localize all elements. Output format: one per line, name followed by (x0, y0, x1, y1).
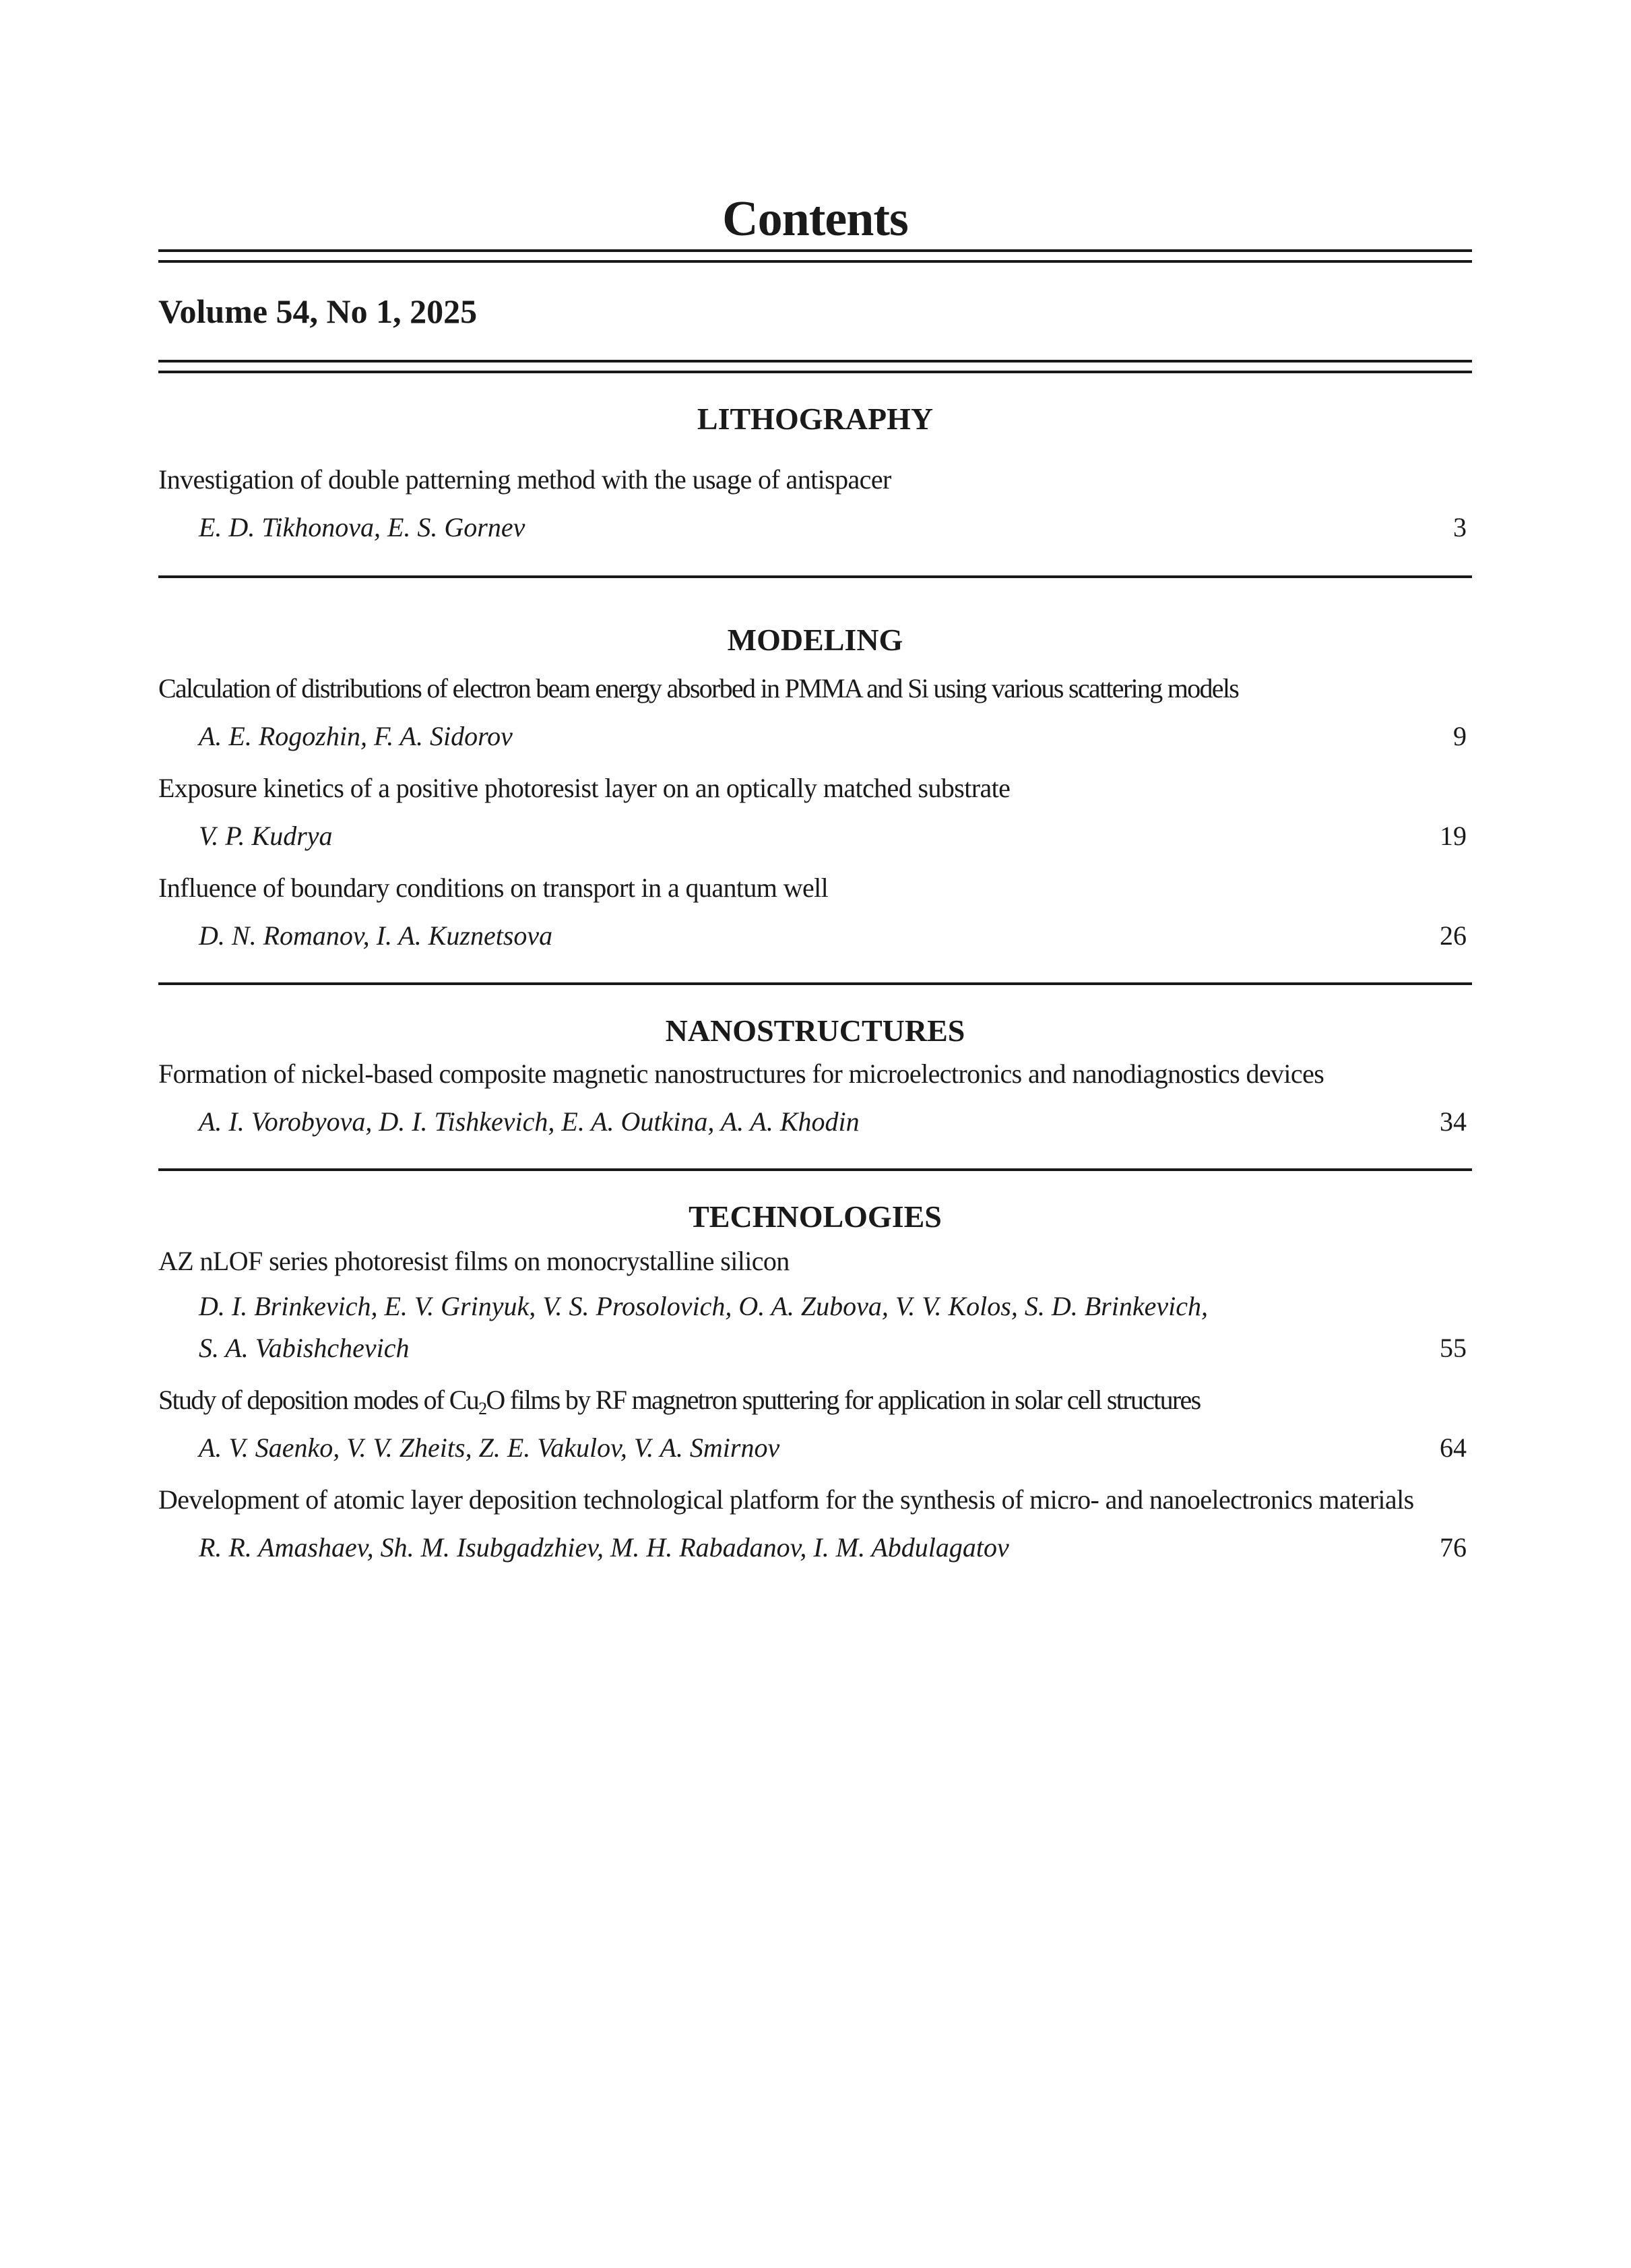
section-title: TECHNOLOGIES (689, 1199, 942, 1234)
page-number: 55 (1440, 1333, 1467, 1363)
toc-entry[interactable] (158, 1059, 1472, 1143)
volume-double-rule (158, 360, 1472, 373)
article-title (158, 1385, 1472, 1418)
title-double-rule (158, 249, 1472, 263)
toc-entry[interactable] (158, 1485, 1472, 1569)
page-number: 76 (1440, 1532, 1467, 1563)
volume-info: Volume 54, No 1, 2025 (158, 292, 478, 330)
article-authors: A. V. Saenko, V. V. Zheits, Z. E. Vakulov, V. A. Smirnov (199, 1432, 780, 1463)
page-number: 34 (1440, 1106, 1467, 1137)
contents-page (158, 189, 1472, 1569)
toc-entry[interactable] (158, 465, 1472, 548)
author-row (158, 1286, 1472, 1369)
section-technologies (158, 1198, 1472, 1569)
subscript: 2 (478, 1399, 486, 1418)
page-number: 64 (1440, 1432, 1467, 1463)
article-authors: V. P. Kudrya (199, 821, 333, 851)
article-title: Exposure kinetics of a positive photoresist layer on an optically matched substrate (158, 773, 1011, 803)
article-title-part: Study of deposition modes of Cu (158, 1385, 479, 1415)
page-number: 26 (1440, 920, 1467, 951)
author-row (158, 507, 1472, 548)
section-divider (158, 982, 1472, 985)
toc-entry[interactable] (158, 774, 1472, 857)
article-authors: A. I. Vorobyova, D. I. Tishkevich, E. A. Outkina, A. A. Khodin (199, 1106, 860, 1137)
toc-entry[interactable] (158, 674, 1472, 757)
article-title-part: O films by RF magnetron sputtering for application in solar cell structures (486, 1385, 1201, 1415)
section-modeling (158, 621, 1472, 957)
author-row (158, 915, 1472, 957)
article-authors: D. N. Romanov, I. A. Kuznetsova (199, 920, 553, 951)
article-title: Calculation of distributions of electron beam energy absorbed in PMMA and Si using various scattering models (158, 673, 1239, 703)
toc-entry[interactable] (158, 873, 1472, 957)
section-lithography (158, 400, 1472, 548)
section-divider (158, 1168, 1472, 1171)
article-authors: E. D. Tikhonova, E. S. Gornev (199, 512, 525, 542)
article-title: Investigation of double patterning method with the usage of antispacer (158, 464, 891, 495)
page-number: 19 (1440, 821, 1467, 851)
page-number: 9 (1453, 721, 1467, 751)
toc-entry[interactable] (158, 1385, 1472, 1469)
article-authors: D. I. Brinkevich, E. V. Grinyuk, V. S. Prosolovich, O. A. Zubova, V. V. Kolos, S. D. Brinkevich, (199, 1291, 1208, 1321)
article-title: Influence of boundary conditions on transport in a quantum well (158, 873, 829, 903)
section-title: MODELING (727, 623, 903, 657)
article-title: AZ nLOF series photoresist films on monocrystalline silicon (158, 1246, 790, 1276)
author-row-last (158, 1327, 1472, 1369)
author-row (158, 1527, 1472, 1569)
page-number: 3 (1453, 512, 1467, 542)
article-title: Formation of nickel-based composite magnetic nanostructures for microelectronics and nanodiagnostics devices (158, 1059, 1324, 1089)
article-title: Development of atomic layer deposition technological platform for the synthesis of micro- and nanoelectronics materials (158, 1484, 1414, 1515)
section-divider (158, 575, 1472, 578)
page-title: Contents (722, 191, 908, 247)
article-authors-continued: S. A. Vabishchevich (199, 1333, 410, 1363)
author-row (158, 815, 1472, 857)
author-row (158, 716, 1472, 757)
article-authors: R. R. Amashaev, Sh. M. Isubgadzhiev, M. H. Rabadanov, I. M. Abdulagatov (199, 1532, 1009, 1563)
author-row (158, 1101, 1472, 1143)
article-authors: A. E. Rogozhin, F. A. Sidorov (199, 721, 513, 751)
section-nanostructures (158, 1012, 1472, 1143)
section-title: NANOSTRUCTURES (665, 1013, 965, 1048)
author-row (158, 1427, 1472, 1469)
section-title: LITHOGRAPHY (697, 402, 934, 436)
toc-entry[interactable] (158, 1247, 1472, 1369)
